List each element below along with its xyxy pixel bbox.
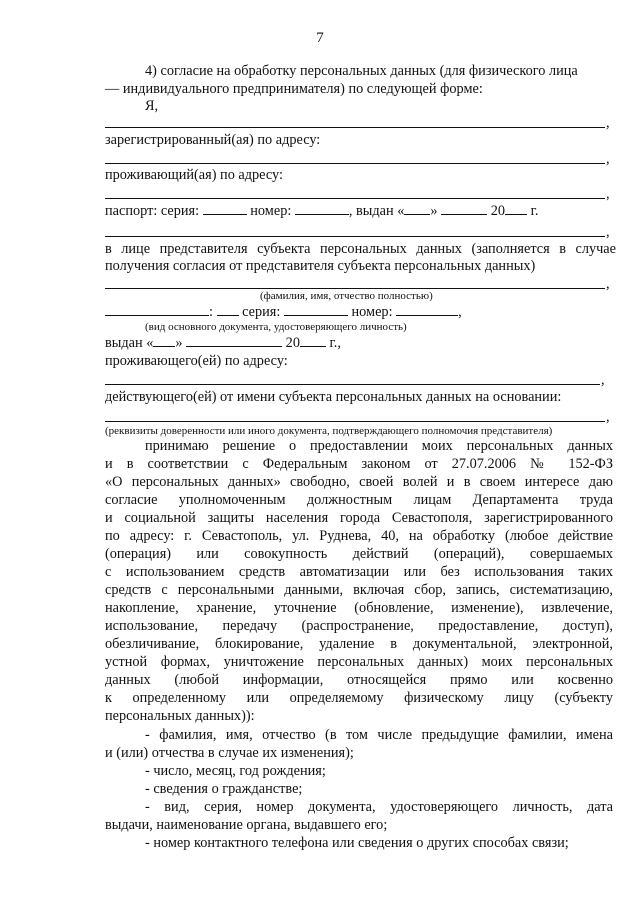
body-line: с использованием средств автоматизации или без использования таких: [105, 564, 613, 580]
rep-line-1: в лице представителя субъекта персональных данных (заполняется в случае: [105, 241, 616, 257]
body-line: и в соответствии с Федеральным законом от 27.07.2006 № 152-ФЗ: [105, 456, 613, 472]
passport-series-label: паспорт: серия:: [105, 203, 200, 219]
year-prefix-2: 20: [285, 335, 300, 351]
body-line: согласие уполномоченным должностным лицам Департамента труда: [105, 492, 613, 508]
year-prefix: 20: [490, 203, 506, 219]
item-phone: - номер контактного телефона или сведения о других способах связи;: [145, 835, 569, 851]
residing2-label: проживающего(ей) по адресу:: [105, 353, 288, 369]
body-line: устной формах, уничтожение персональных данных) моих персональных: [105, 654, 613, 670]
body-line: накопление, хранение, уточнение (обновление, изменение), извлечение,: [105, 600, 613, 616]
year-suffix-2: г.,: [329, 335, 341, 351]
comma: ,: [606, 151, 610, 167]
quote-close-2: »: [175, 335, 183, 351]
blank-residing-address[interactable]: [105, 198, 605, 199]
body-line: «О персональных данных» свободно, своей волей и в своем интересе даю: [105, 474, 613, 490]
issued2-label: выдан «: [105, 335, 154, 351]
comma: ,: [606, 186, 610, 202]
body-line: (операция) или совокупность действий (операций), совершаемых: [105, 546, 613, 562]
passport-number-label: номер:: [250, 203, 292, 219]
proxy-caption: (реквизиты доверенности или иного документа, подтверждающего полномочия представителя): [105, 425, 553, 437]
blank-rep-doc-series[interactable]: [284, 303, 348, 316]
blank-issued-by[interactable]: [105, 236, 605, 237]
item-document-1: - вид, серия, номер документа, удостоверяющего личность, дата: [145, 799, 613, 815]
rep-issued-line: [105, 334, 341, 352]
blank-passport-number[interactable]: [295, 202, 349, 215]
comma: ,: [606, 224, 610, 240]
item-fio-2: и (или) отчества в случае их изменения);: [105, 745, 354, 761]
blank-registered-address[interactable]: [105, 163, 605, 164]
body-line: персональных данных)):: [105, 708, 255, 724]
comma: ,: [458, 304, 462, 320]
item-document-2: выдачи, наименование органа, выдавшего его;: [105, 817, 388, 833]
residing-label: проживающий(ая) по адресу:: [105, 167, 283, 183]
blank-rep-issue-day[interactable]: [153, 334, 175, 347]
blank-issue-day[interactable]: [404, 202, 430, 215]
blank-issue-month[interactable]: [441, 202, 487, 215]
rep-series-label: серия:: [242, 304, 281, 320]
body-line: данных (любой информации, относящейся прямо или косвенно: [105, 672, 613, 688]
body-line: принимаю решение о предоставлении моих персональных данных: [145, 438, 613, 454]
intro-ya: Я,: [145, 98, 159, 114]
intro-line-1: 4) согласие на обработку персональных данных (для физического лица: [145, 63, 578, 79]
body-line: по адресу: г. Севастополь, ул. Руднева, 40, на обработку (любое действие: [105, 528, 613, 544]
blank-rep-issue-year[interactable]: [300, 334, 326, 347]
body-line: к определенному или определяемому физическому лицу (субъекту: [105, 690, 613, 706]
passport-line: [105, 202, 538, 220]
rep-line-2: получения согласия от представителя субъекта персональных данных): [105, 258, 536, 274]
body-line: и социальной защиты населения города Севастополя, зарегистрированного: [105, 510, 613, 526]
acting-label: действующего(ей) от имени субъекта персональных данных на основании:: [105, 389, 562, 405]
colon: :: [209, 304, 213, 320]
doc-caption: (вид основного документа, удостоверяющего личность): [145, 321, 407, 333]
year-suffix: г.: [530, 203, 539, 219]
rep-number-label: номер:: [351, 304, 393, 320]
quote-close: »: [430, 203, 438, 219]
blank-rep-doc-type[interactable]: [105, 303, 209, 316]
fio-caption: (фамилия, имя, отчество полностью): [260, 290, 433, 302]
blank-rep-doc-number[interactable]: [396, 303, 458, 316]
blank-passport-series[interactable]: [203, 202, 247, 215]
issued-label: , выдан «: [348, 203, 405, 219]
item-birth: - число, месяц, год рождения;: [145, 763, 326, 779]
item-fio-1: - фамилия, имя, отчество (в том числе предыдущие фамилии, имена: [145, 727, 613, 743]
body-line: средств с персональными данными, включая сбор, запись, систематизацию,: [105, 582, 613, 598]
blank-rep-doc-series-pre[interactable]: [217, 303, 239, 316]
item-citizenship: - сведения о гражданстве;: [145, 781, 303, 797]
comma: ,: [606, 276, 610, 292]
blank-rep-issue-month[interactable]: [186, 334, 282, 347]
rep-doc-line: [105, 303, 462, 321]
blank-proxy-details[interactable]: [105, 421, 605, 422]
blank-issue-year[interactable]: [505, 202, 527, 215]
comma: ,: [601, 372, 605, 388]
blank-rep-fio[interactable]: [105, 288, 605, 289]
body-line: обезличивание, блокирование, удаление в документальной, электронной,: [105, 636, 613, 652]
comma: ,: [606, 409, 610, 425]
registered-label: зарегистрированный(ая) по адресу:: [105, 132, 321, 148]
body-line: использование, передачу (распространение, предоставление, доступ),: [105, 618, 613, 634]
blank-fio[interactable]: [105, 127, 605, 128]
intro-line-2: — индивидуального предпринимателя) по следующей форме:: [105, 81, 483, 97]
blank-rep-address[interactable]: [105, 384, 600, 385]
page-number: 7: [316, 30, 324, 46]
comma: ,: [606, 115, 610, 131]
